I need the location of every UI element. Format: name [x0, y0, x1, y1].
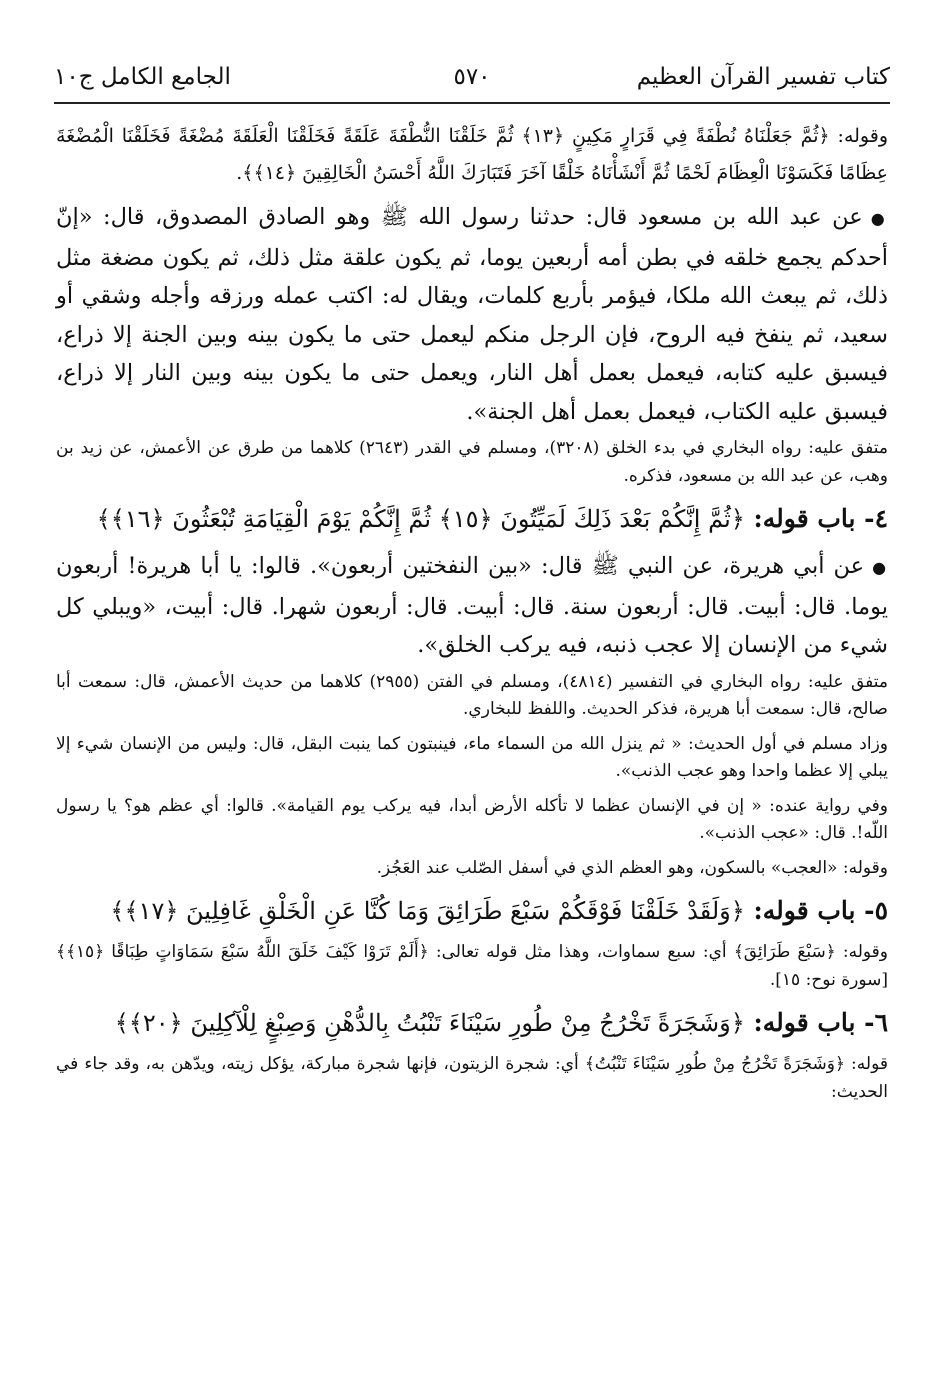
section-verse: ﴿وَلَقَدْ خَلَقْنَا فَوْقَكُمْ سَبْعَ طَرَائِقَ وَمَا كُنَّا عَنِ الْخَلْقِ غَافِلِينَ ﴿١٧﴾﴾ [110, 897, 745, 925]
explanation-note: قوله: ﴿وَشَجَرَةً تَخْرُجُ مِنْ طُورِ سَيْنَاءَ تَنْبُتُ﴾ أي: شجرة الزيتون، فإنها شجرة مباركة، يؤكل زيته، ويدّهن به، وقد جاء في الحديث: [56, 1054, 888, 1102]
bullet-icon: ● [872, 558, 888, 577]
hadith-text: عن أبي هريرة، عن النبي ﷺ قال: «بين النفختين أربعون». قالوا: يا أبا هريرة! أربعون يوما. قال: أبيت. قال: أربعون سنة. قال: أبيت. قال: أربعون شهرا. قال: أبيت، «ويبلي كل شيء من الإنسان إلا عجب ذنبه، فيه يركب الخلق». [56, 553, 888, 658]
page-body [56, 118, 888, 1333]
hadith-paragraph [56, 547, 888, 665]
volume-label: الجامع الكامل ج١٠ [54, 64, 231, 90]
section-label: ٦- باب قوله: [753, 1008, 888, 1037]
additional-narration: وزاد مسلم في أول الحديث: « ثم ينزل الله من السماء ماء، فينبتون كما ينبت البقل، قال: وليس من الإنسان شيء إلا يبلي إلا عظما واحدا وهو عجب الذنب». [56, 733, 888, 781]
explanation-note: وقوله: ﴿سَبْعَ طَرَائِقَ﴾ أي: سبع سماوات، وهذا مثل قوله تعالى: ﴿أَلَمْ تَرَوْا كَيْفَ خَلَقَ اللَّهُ سَبْعَ سَمَاوَاتٍ طِبَاقًا ﴿١٥﴾﴾ [سورة نوح: ١٥]. [56, 942, 888, 990]
hadith-text: عن عبد الله بن مسعود قال: حدثنا رسول الله ﷺ وهو الصادق المصدوق، قال: «إنّ أحدكم يجمع خلقه في بطن أمه أربعين يوما، ثم يكون علقة مثل ذلك، ثم يكون مضغة مثل ذلك، ثم يبعث الله ملكا، فيؤمر بأربع كلمات، ويقال له: اكتب عمله ورزقه وأجله وشقي أو سعيد، ثم ينفخ فيه الروح، فإن الرجل منكم ليعمل حتى ما يكون بينه وبين الجنة إلا ذراع، فيسبق عليه كتابه، فيعمل بعمل أهل النار، ويعمل حتى ما يكون بينه وبين النار إلا ذراع، فيسبق عليه الكتاب، فيعمل بعمل أهل الجنة». [56, 204, 888, 425]
page-number: ٥٧٠ [453, 64, 491, 90]
verse-paragraph: وقوله: ﴿ثُمَّ جَعَلْنَاهُ نُطْفَةً فِي قَرَارٍ مَكِينٍ ﴿١٣﴾ ثُمَّ خَلَقْنَا النُّطْفَةَ عَلَقَةً فَخَلَقْنَا الْعَلَقَةَ مُضْغَةً فَخَلَقْنَا الْمُضْغَةَ عِظَامًا فَكَسَوْنَا الْعِظَامَ لَحْمًا ثُمَّ أَنْشَأْنَاهُ خَلْقًا آخَرَ فَتَبَارَكَ اللَّهُ أَحْسَنُ الْخَالِقِينَ ﴿١٤﴾﴾. [56, 125, 889, 184]
section-heading [56, 1001, 888, 1045]
page-header [54, 58, 890, 104]
section-label: ٥- باب قوله: [753, 896, 888, 925]
section-heading [56, 889, 888, 933]
takhrij-note: متفق عليه: رواه البخاري في بدء الخلق (٣٢٠٨)، ومسلم في القدر (٢٦٤٣) كلاهما من طرق عن الأعمش، عن زيد بن وهب، عن عبد الله بن مسعود، فذكره. [56, 438, 888, 486]
hadith-paragraph [56, 198, 888, 431]
section-heading [56, 497, 888, 541]
explanation-note: وقوله: «العجب» بالسكون، وهو العظم الذي في أسفل الصّلب عند العَجُز. [376, 857, 888, 878]
section-verse: ﴿وَشَجَرَةً تَخْرُجُ مِنْ طُورِ سَيْنَاءَ تَنْبُتُ بِالدُّهْنِ وَصِبْغٍ لِلْآكِلِينَ ﴿٢٠﴾﴾ [114, 1009, 745, 1037]
section-verse: ﴿ثُمَّ إِنَّكُمْ بَعْدَ ذَلِكَ لَمَيِّتُونَ ﴿١٥﴾ ثُمَّ إِنَّكُمْ يَوْمَ الْقِيَامَةِ تُبْعَثُونَ ﴿١٦﴾﴾ [96, 505, 745, 533]
takhrij-note: متفق عليه: رواه البخاري في التفسير (٤٨١٤)، ومسلم في الفتن (٢٩٥٥) كلاهما من حديث الأعمش، قال: سمعت أبا صالح، قال: سمعت أبا هريرة، فذكر الحديث. واللفظ للبخاري. [56, 671, 888, 719]
bullet-icon: ● [870, 209, 888, 228]
section-label: ٤- باب قوله: [753, 504, 888, 533]
additional-narration: وفي رواية عنده: « إن في الإنسان عظما لا تأكله الأرض أبدا، فيه يركب يوم القيامة». قالوا: أي عظم هو؟ يا رسول اللّه!. قال: «عجب الذنب». [56, 795, 888, 843]
book-title: كتاب تفسير القرآن العظيم [636, 64, 890, 90]
